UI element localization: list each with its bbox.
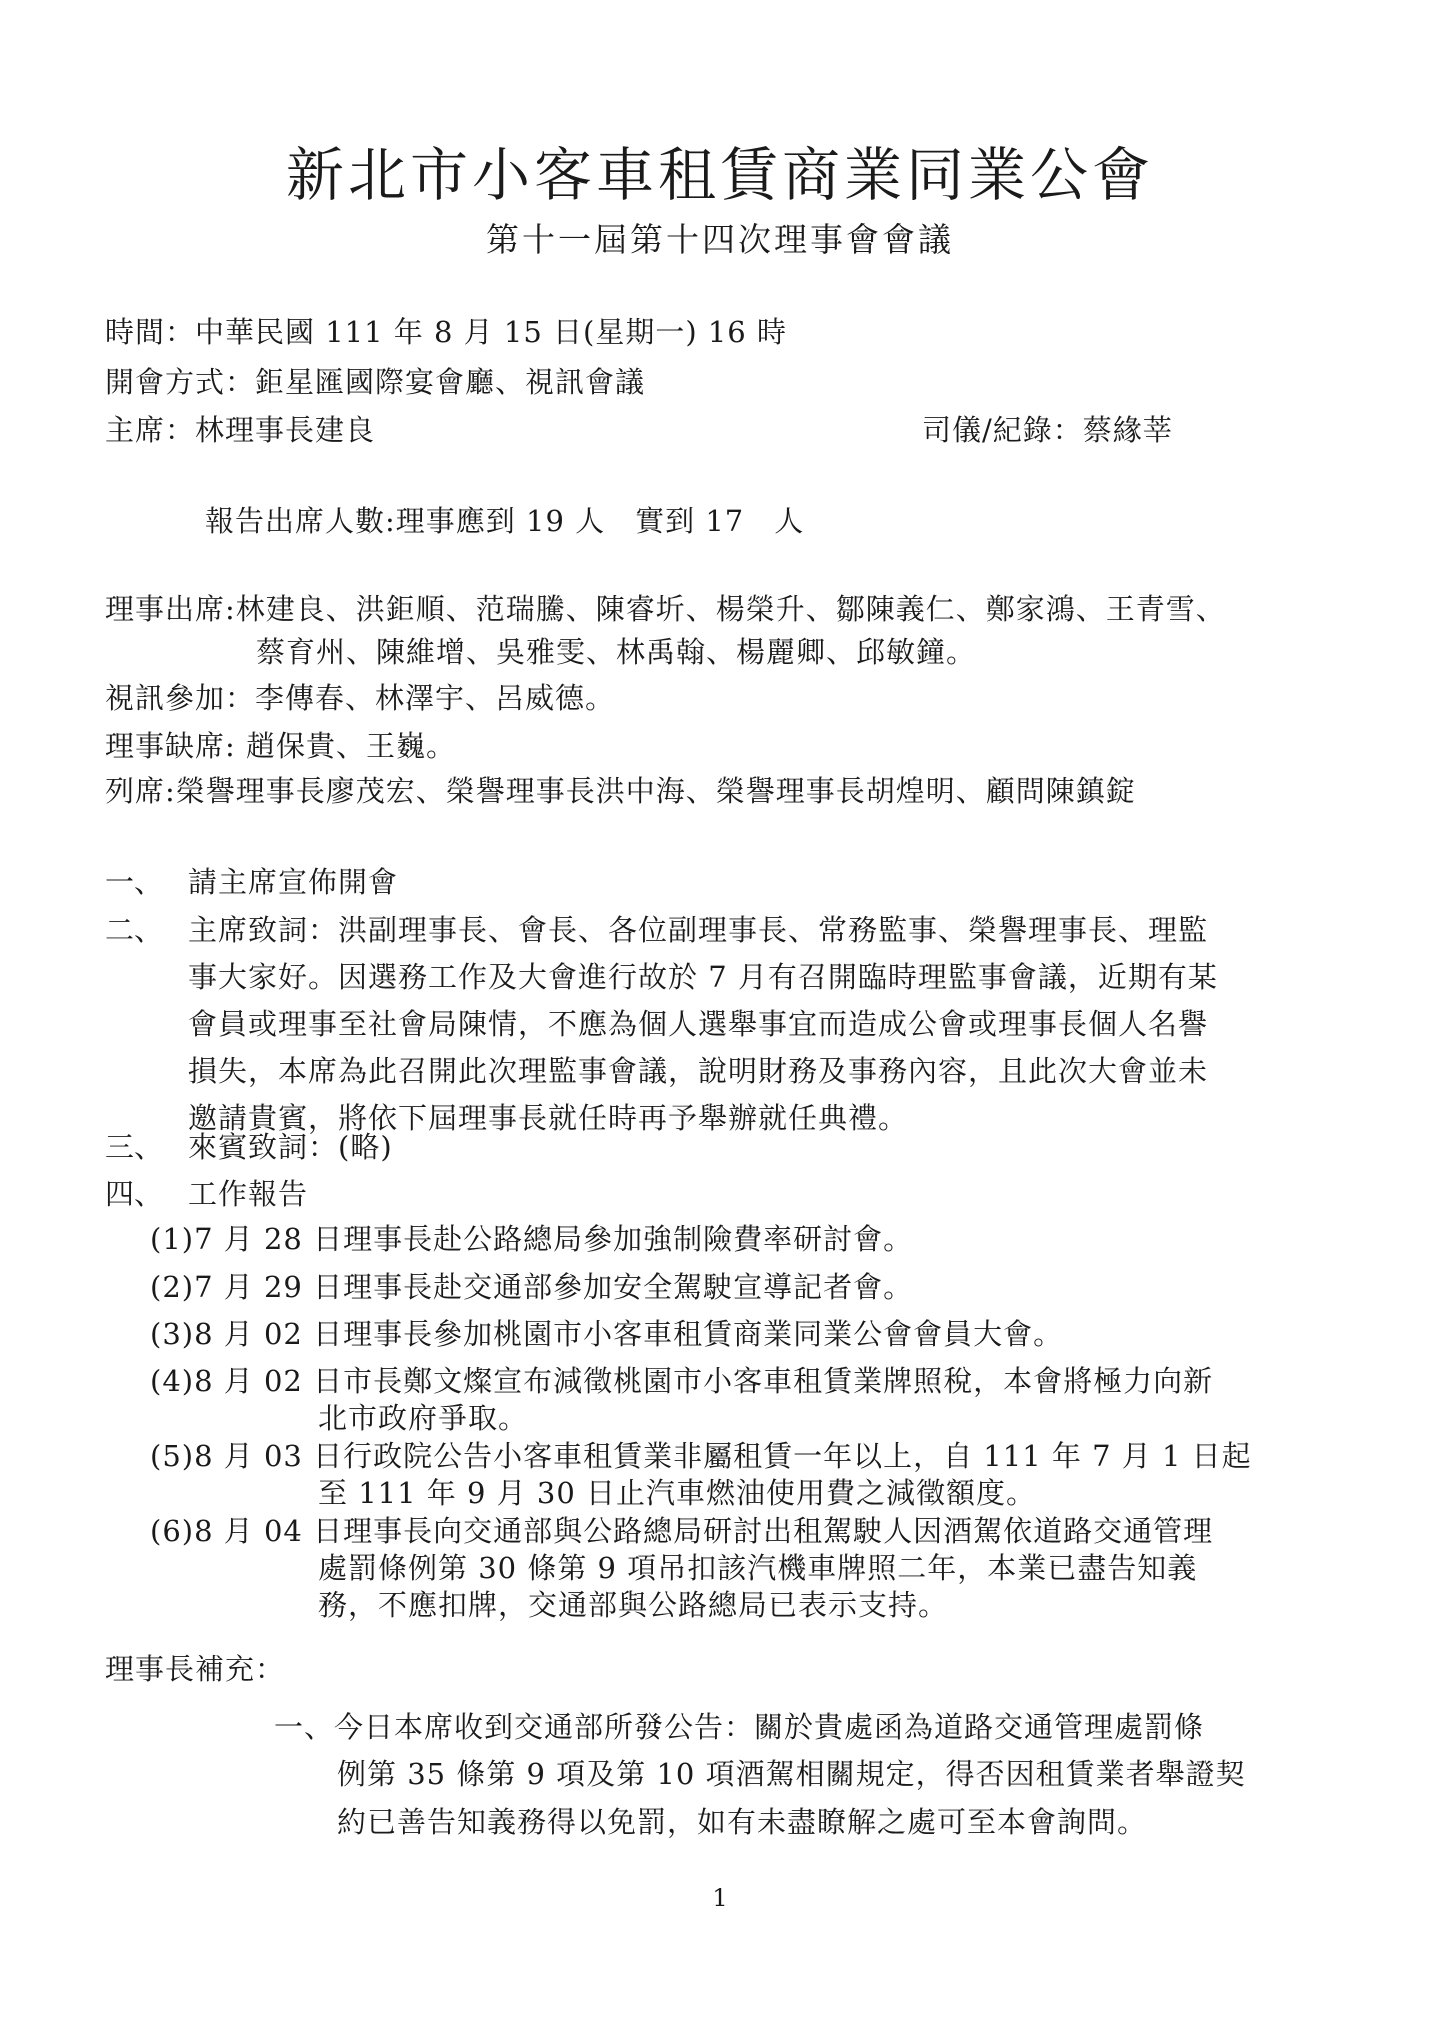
- section-number: 二、: [105, 913, 164, 947]
- work-report-line: 處罰條例第 30 條第 9 項吊扣該汽機車牌照二年，本業已盡告知義: [318, 1551, 1198, 1585]
- document-title: 新北市小客車租賃商業同業公會: [285, 141, 1154, 209]
- meeting-recorder: 司儀/紀錄：蔡緣莘: [922, 413, 1173, 447]
- meeting-chair: 主席：林理事長建良: [105, 413, 376, 447]
- work-report-line: (4)8 月 02 日市長鄭文燦宣布減徵桃園市小客車租賃業牌照稅，本會將極力向新: [150, 1364, 1214, 1398]
- section-number: 一、: [105, 865, 164, 899]
- work-report-line: (6)8 月 04 日理事長向交通部與公路總局研討出租駕駛人因酒駕依道路交通管理: [150, 1514, 1214, 1548]
- section-text-line: 請主席宣佈開會: [188, 865, 399, 899]
- observers: 列席:榮譽理事長廖茂宏、榮譽理事長洪中海、榮譽理事長胡煌明、顧問陳鎮錠: [105, 774, 1136, 808]
- section-text-line: 工作報告: [188, 1177, 309, 1211]
- attendance-count: 報告出席人數:理事應到 19 人 實到 17 人: [205, 504, 805, 538]
- meeting-subtitle: 第十一屆第十四次理事會會議: [486, 220, 954, 259]
- supplement-line: 例第 35 條第 9 項及第 10 項酒駕相關規定，得否因租賃業者舉證契: [337, 1757, 1246, 1791]
- section-text-line: 來賓致詞：(略): [188, 1130, 393, 1164]
- work-report-line: (3)8 月 02 日理事長參加桃園市小客車租賃商業同業公會會員大會。: [150, 1317, 1064, 1351]
- work-report-line: (2)7 月 29 日理事長赴交通部參加安全駕駛宣導記者會。: [150, 1270, 914, 1304]
- supplement-line: 約已善告知義務得以免罰，如有未盡瞭解之處可至本會詢問。: [337, 1805, 1148, 1839]
- section-number: 四、: [105, 1177, 164, 1211]
- work-report-line: (1)7 月 28 日理事長赴公路總局參加強制險費率研討會。: [150, 1222, 914, 1256]
- meeting-time: 時間：中華民國 111 年 8 月 15 日(星期一) 16 時: [105, 315, 787, 349]
- page-number: 1: [712, 1884, 728, 1912]
- directors-present-line1: 理事出席:林建良、洪鉅順、范瑞騰、陳睿圻、楊榮升、鄒陳義仁、鄭家鴻、王青雪、: [105, 592, 1226, 626]
- supplement-heading: 理事長補充：: [105, 1652, 286, 1686]
- section-text-line: 會員或理事至社會局陳情，不應為個人選舉事宜而造成公會或理事長個人名譽: [188, 1007, 1209, 1041]
- work-report-line: 至 111 年 9 月 30 日止汽車燃油使用費之減徵額度。: [318, 1476, 1037, 1510]
- section-text-line: 事大家好。因選務工作及大會進行故於 7 月有召開臨時理監事會議，近期有某: [188, 960, 1218, 994]
- directors-present-line2: 蔡育州、陳維增、吳雅雯、林禹翰、楊麗卿、邱敏鐘。: [256, 635, 977, 669]
- supplement-line: 一、今日本席收到交通部所發公告：關於貴處函為道路交通管理處罰條: [274, 1710, 1205, 1744]
- meeting-venue: 開會方式：鉅星匯國際宴會廳、視訊會議: [105, 365, 646, 399]
- section-text-line: 損失，本席為此召開此次理監事會議，說明財務及事務內容，且此次大會並未: [188, 1054, 1209, 1088]
- section-text-line: 主席致詞：洪副理事長、會長、各位副理事長、常務監事、榮譽理事長、理監: [188, 913, 1209, 947]
- work-report-line: 北市政府爭取。: [318, 1401, 529, 1435]
- video-attendees: 視訊參加：李傳春、林澤宇、呂威德。: [105, 681, 616, 715]
- work-report-line: (5)8 月 03 日行政院公告小客車租賃業非屬租賃一年以上，自 111 年 7 月 1 日起: [150, 1439, 1252, 1473]
- work-report-line: 務，不應扣牌，交通部與公路總局已表示支持。: [318, 1588, 949, 1622]
- section-number: 三、: [105, 1130, 164, 1164]
- directors-absent: 理事缺席: 趙保貴、王巍。: [105, 729, 456, 763]
- section-text-line: 邀請貴賓，將依下屆理事長就任時再予舉辦就任典禮。: [188, 1101, 909, 1135]
